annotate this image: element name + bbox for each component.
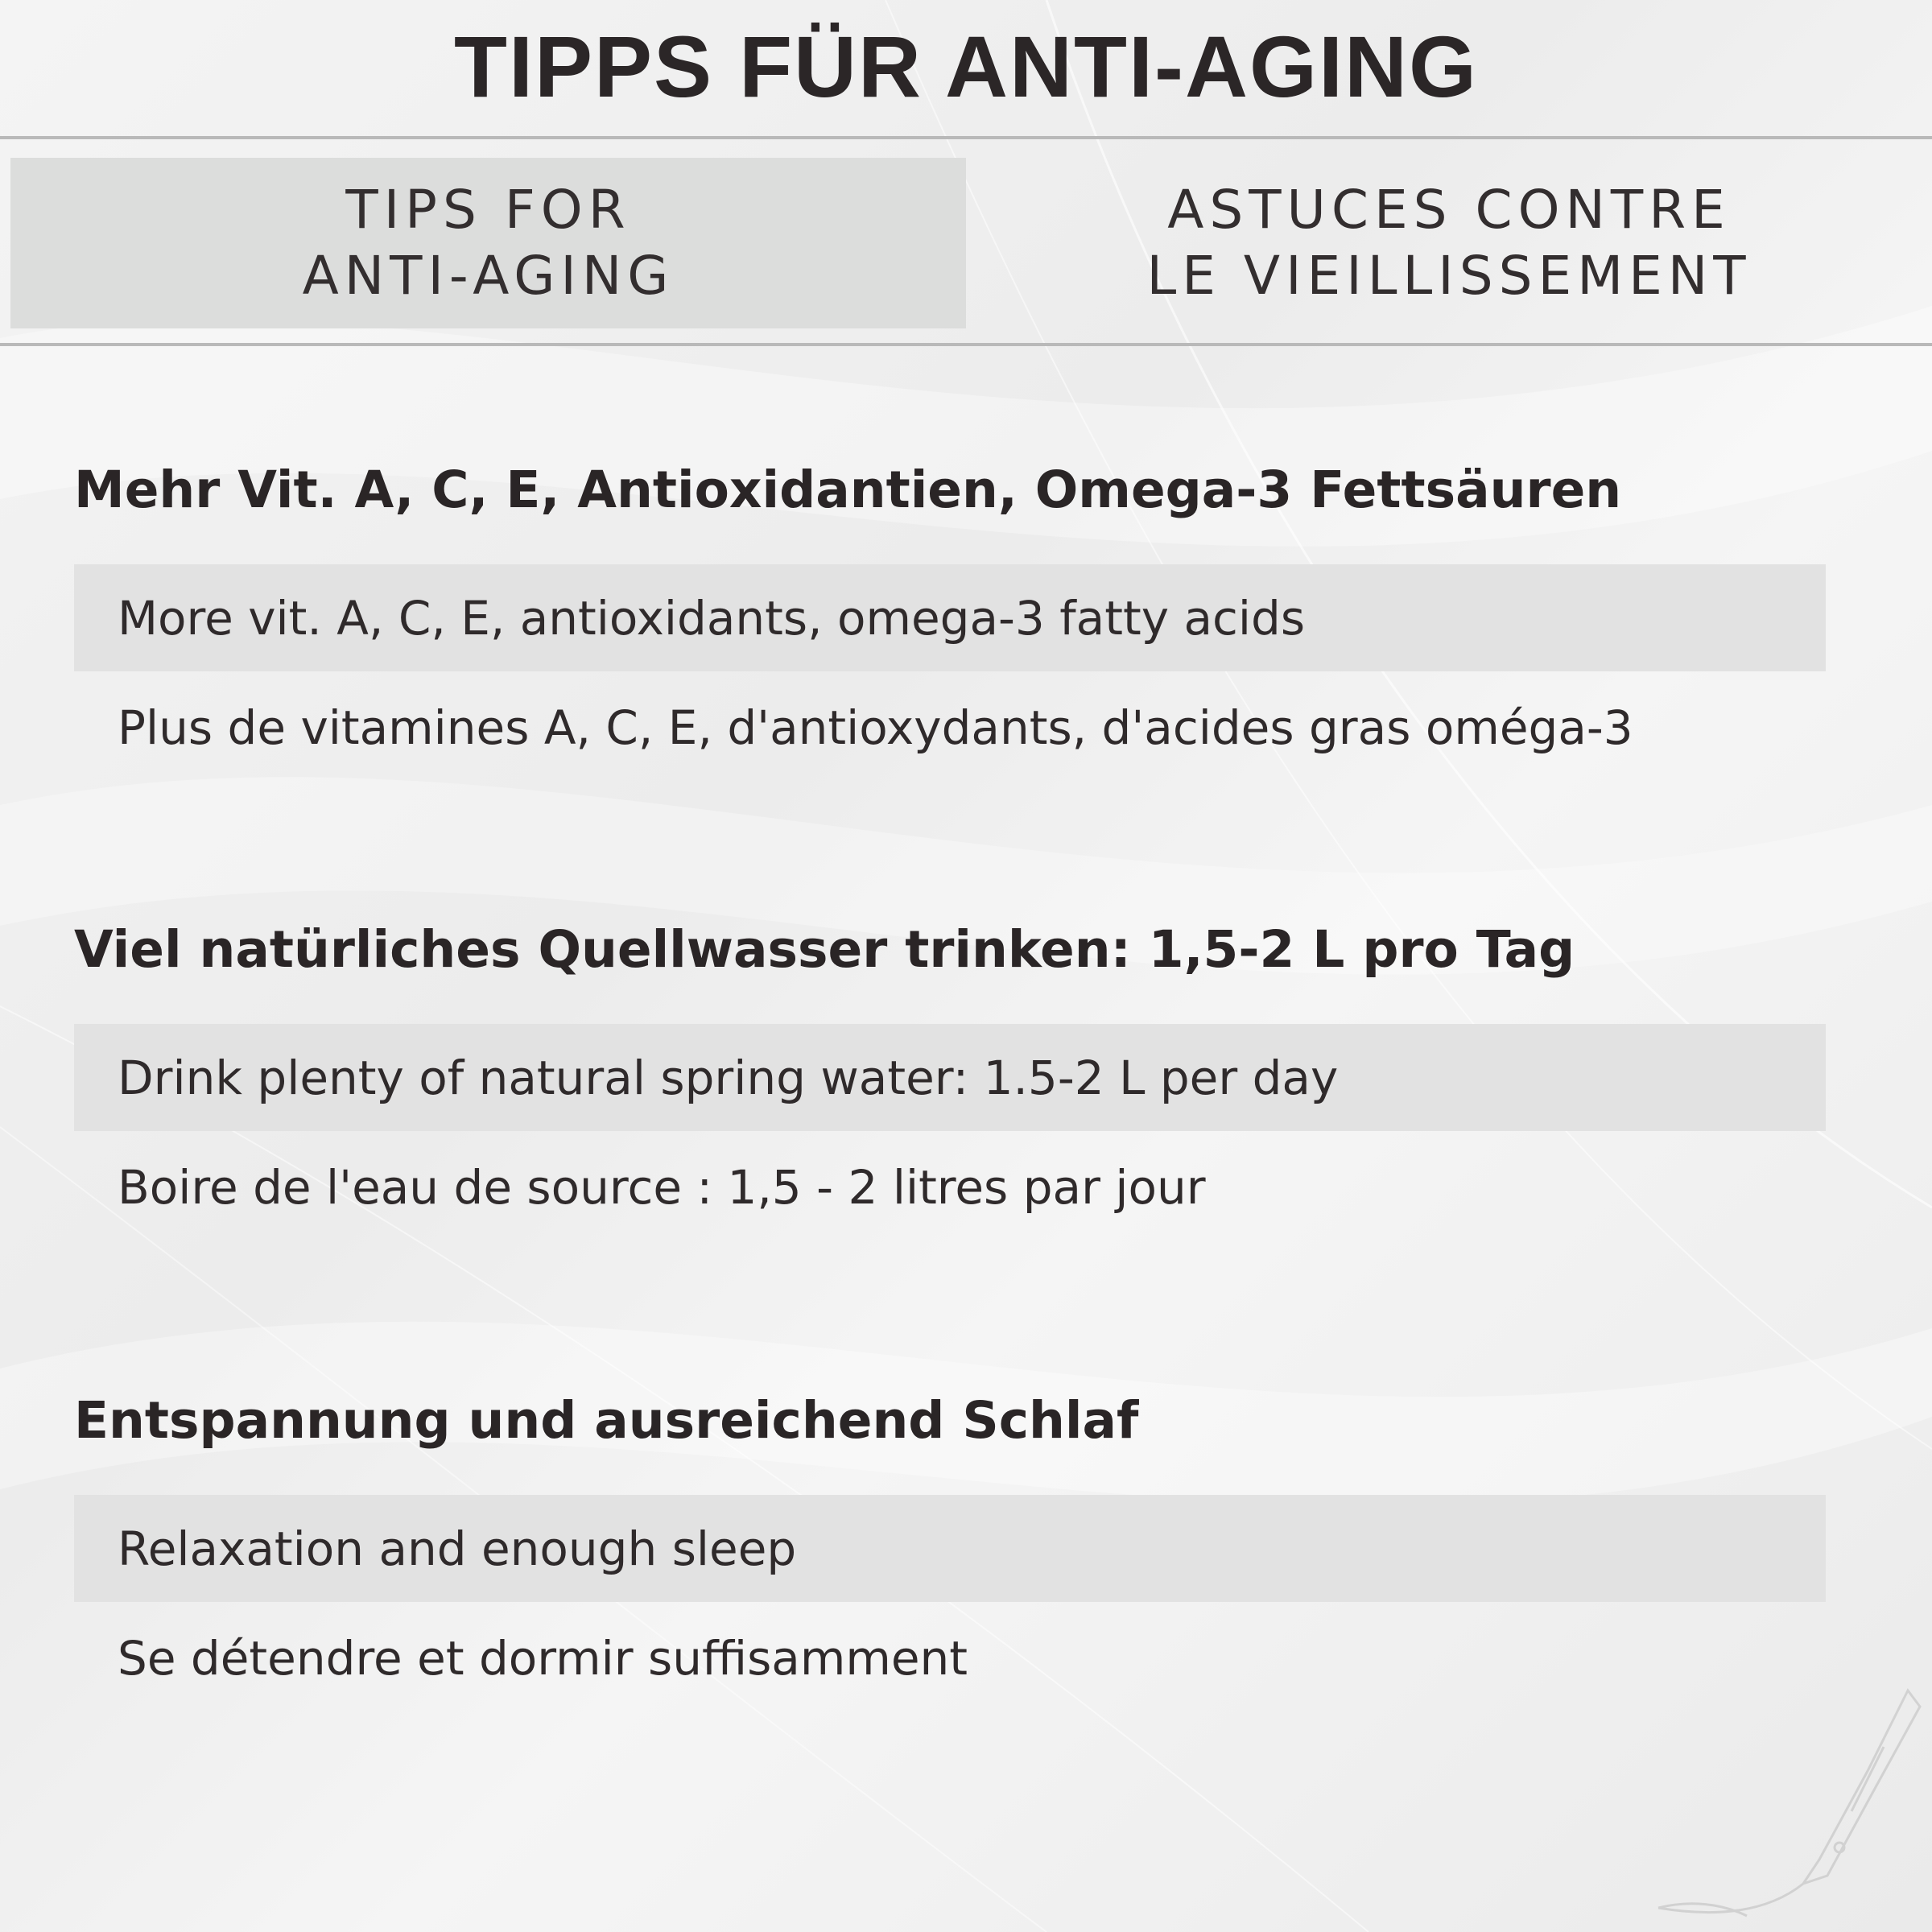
subtitle-english-line-1: TIPS FOR [345,179,631,241]
tip-french [74,671,1826,784]
tip-french-text: Plus de vitamines A, C, E, d'antioxydants, d'acides gras oméga-3 [118,700,1633,755]
tip-french-text: Se détendre et dormir suffisamment [118,1631,968,1686]
tip-french [74,1602,1826,1715]
subtitle-french [966,158,1932,328]
page-title: TIPPS FÜR ANTI-AGING [454,18,1478,115]
tip-english [74,1024,1826,1131]
tip-german: Entspannung und ausreichend Schlaf [74,1391,1139,1450]
fountain-pen-icon [1642,1674,1932,1932]
tip-block-1 [74,458,1826,784]
tip-german: Mehr Vit. A, C, E, Antioxidantien, Omega-3 Fettsäuren [74,460,1622,519]
subtitle-english [10,158,966,328]
tip-block-3 [74,1389,1826,1715]
subtitle-french-line-2: LE VIEILLISSEMENT [1146,245,1752,307]
tip-german: Viel natürliches Quellwasser trinken: 1,5-2 L pro Tag [74,920,1575,979]
tip-french [74,1131,1826,1244]
tip-english-text: Drink plenty of natural spring water: 1.5-2 L per day [118,1050,1339,1105]
tip-english [74,564,1826,671]
subtitle-english-line-2: ANTI-AGING [302,245,675,307]
divider-bottom [0,343,1932,346]
divider-top [0,136,1932,139]
tip-english-text: Relaxation and enough sleep [118,1521,797,1576]
subtitle-french-line-1: ASTUCES CONTRE [1167,179,1731,241]
tip-block-2 [74,918,1826,1244]
tip-french-text: Boire de l'eau de source : 1,5 - 2 litres par jour [118,1160,1206,1215]
tip-english [74,1495,1826,1602]
tip-english-text: More vit. A, C, E, antioxidants, omega-3 fatty acids [118,590,1306,646]
